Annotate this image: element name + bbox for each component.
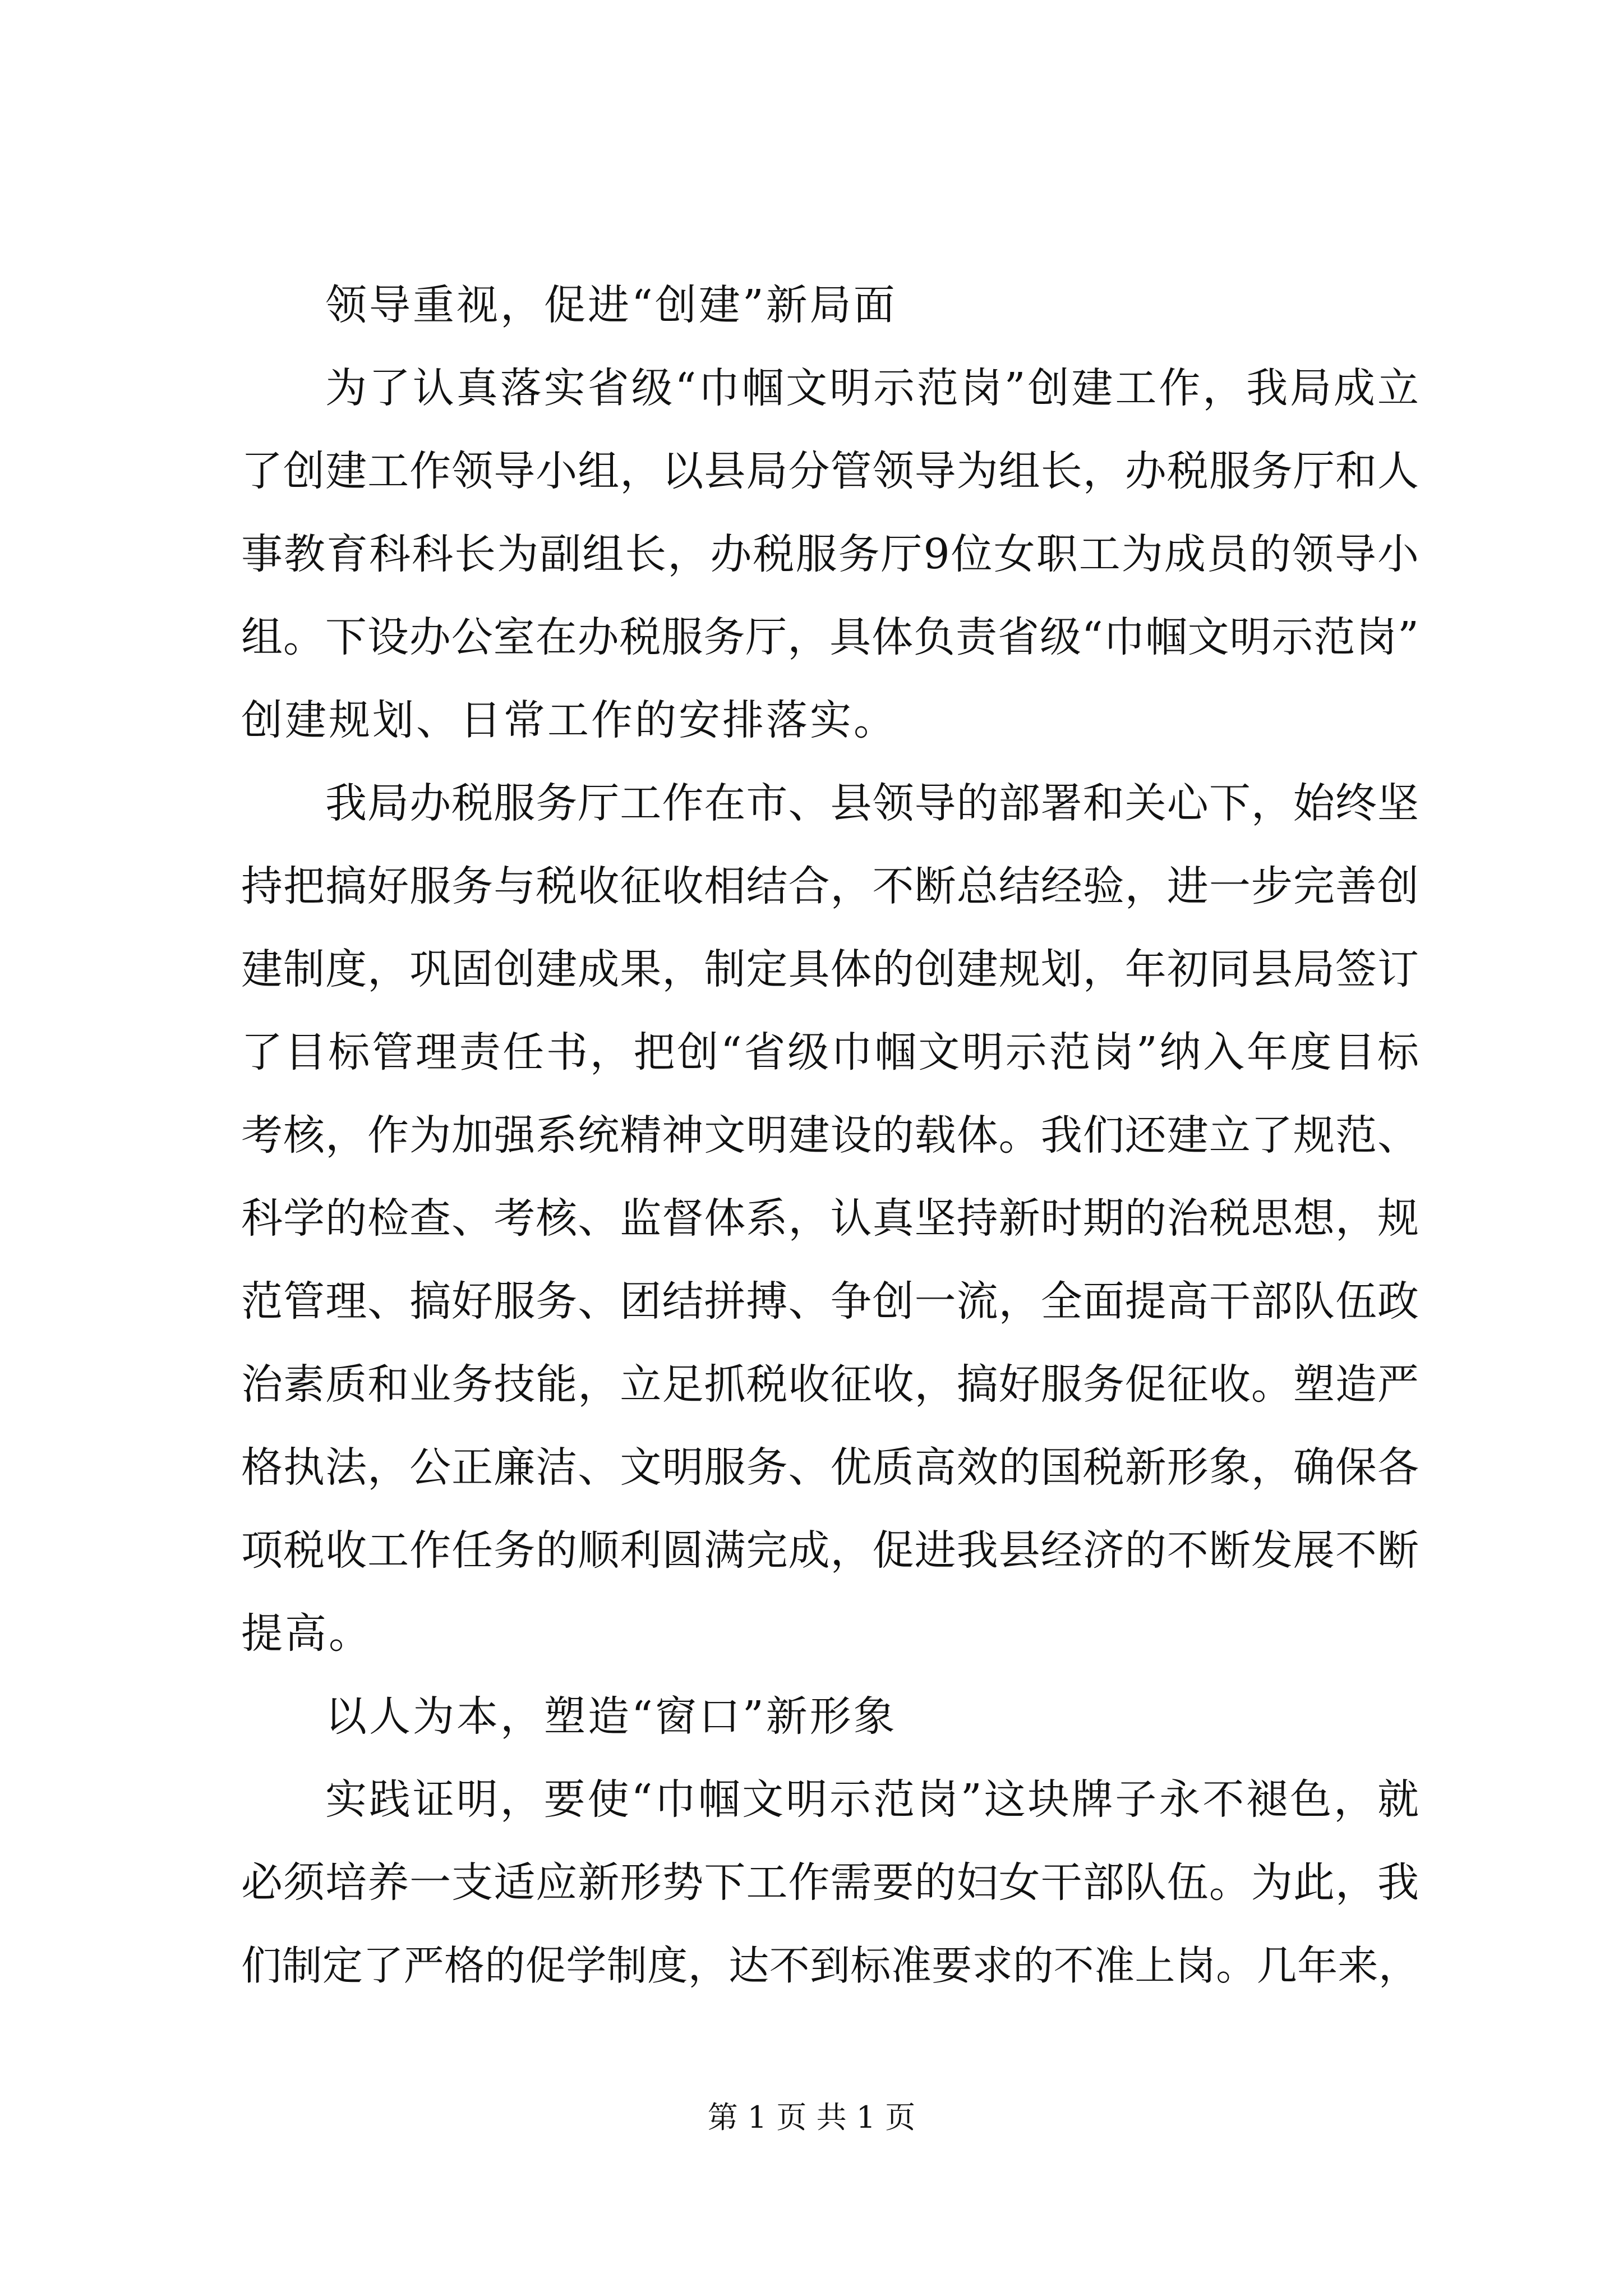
text-line: 了目标管理责任书，把创“省级巾帼文明示范岗”纳入年度目标 [241,1028,1419,1076]
text-line: 格执法，公正廉洁、文明服务、优质高效的国税新形象，确保各 [241,1443,1419,1492]
text-line: 持把搞好服务与税收征收相结合，不断总结经验，进一步完善创 [241,862,1419,910]
text-line: 范管理、搞好服务、团结拼搏、争创一流，全面提高干部队伍政 [241,1277,1419,1326]
text-line: 为了认真落实省级“巾帼文明示范岗”创建工作，我局成立 [325,364,1419,412]
text-line: 建制度，巩固创建成果，制定具体的创建规划，年初同县局签订 [241,945,1419,993]
text-line: 治素质和业务技能，立足抓税收征收，搞好服务促征收。塑造严 [241,1360,1419,1409]
text-line: 项税收工作任务的顺利圆满完成，促进我县经济的不断发展不断 [241,1526,1419,1575]
text-line: 了创建工作领导小组，以县局分管领导为组长，办税服务厅和人 [241,447,1419,495]
text-line: 我局办税服务厅工作在市、县领导的部署和关心下，始终坚 [325,779,1419,827]
text-line: 组。下设办公室在办税服务厅，具体负责省级“巾帼文明示范岗” [241,613,1419,661]
page-footer: 第 1 页 共 1 页 [707,2100,916,2135]
text-line: 实践证明，要使“巾帼文明示范岗”这块牌子永不褪色，就 [325,1775,1419,1824]
document-body [241,264,1419,2007]
text-line: 事教育科科长为副组长，办税服务厅9位女职工为成员的领导小 [241,530,1419,578]
text-line: 必须培养一支适应新形势下工作需要的妇女干部队伍。为此，我 [241,1858,1419,1907]
text-line: 科学的检查、考核、监督体系，认真坚持新时期的治税思想，规 [241,1194,1419,1243]
text-line: 考核，作为加强系统精神文明建设的载体。我们还建立了规范、 [241,1111,1419,1159]
text-line: 以人为本，塑造“窗口”新形象 [325,1692,897,1741]
text-line: 领导重视，促进“创建”新局面 [325,281,897,329]
text-line: 们制定了严格的促学制度，达不到标准要求的不准上岗。几年来， [241,1942,1419,1989]
text-line: 提高。 [241,1609,372,1658]
text-line: 创建规划、日常工作的安排落实。 [241,696,897,744]
